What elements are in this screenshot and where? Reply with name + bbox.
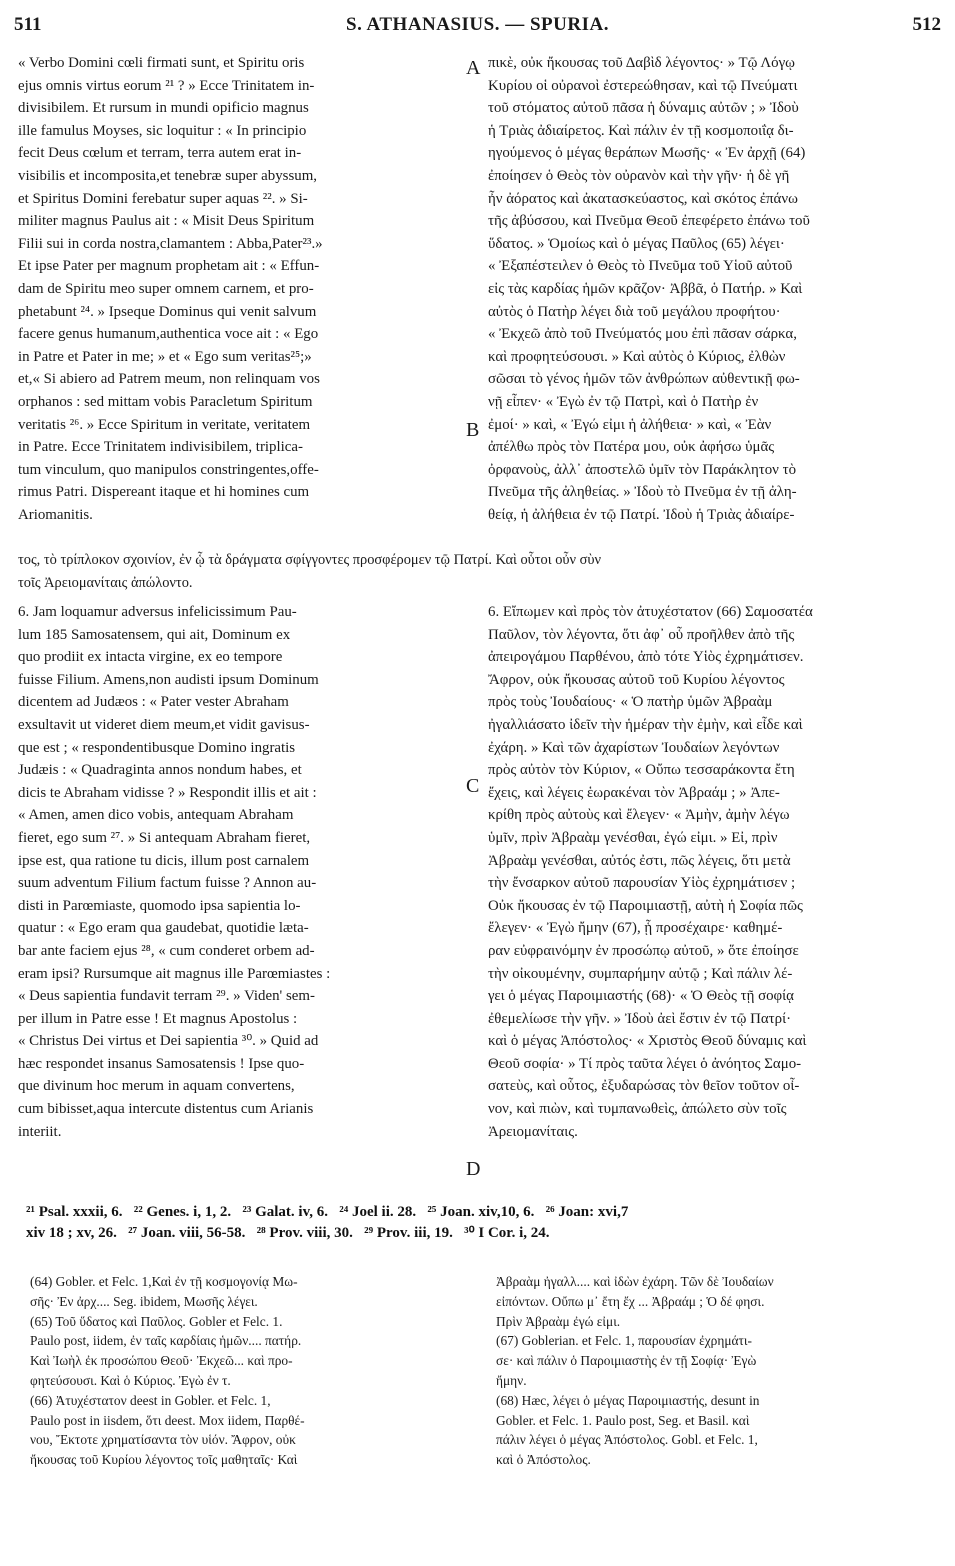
margin-marker-d: D (466, 1158, 481, 1180)
greek-full-width-continuation: τος, τὸ τρίπλοκον σχοινίον, ἐν ᾧ τὰ δράγματα σφίγγοντες προσφέρομεν τῷ Πατρί. Καὶ οὗτοι οὖν σὺν τοῖς Ἀρειομανίταις ἀπώλοντο. (18, 552, 602, 591)
greek-column-section-1: πικὲ, οὐκ ἤκουσας τοῦ Δαβὶδ λέγοντος· » Τῷ Λόγῳ Κυρίου οἱ οὐρανοὶ ἐστερεώθησαν, καὶ τῷ Πνεύματι τοῦ στόματος αὐτοῦ πᾶσα ἡ δύναμις αὐτῶν ; » Ἰδοὺ ἡ Τριὰς ἀδιαίρετος. Καὶ πάλιν ἐν τῇ κοσμοποιΐᾳ δι- ηγούμενος ὁ μέγας θεράπων Μωσῆς· « Ἐν ἀρχῇ (64) ἐποίησεν ὁ Θεὸς τὸν οὐρανὸν καὶ τὴν γῆν· ἡ δὲ γῆ ἦν ἀόρατος καὶ ἀκατασκεύαστος, καὶ σκότος ἐπάνω τῆς ἀβύσσου, καὶ Πνεῦμα Θεοῦ ἐπεφέρετο ἐπάνω τοῦ ὕδατος. » Ὁμοίως καὶ ὁ μέγας Παῦλος (65) λέγει· « Ἐξαπέστειλεν ὁ Θεὸς τὸ Πνεῦμα τοῦ Υἱοῦ αὐτοῦ εἰς τὰς καρδίας ἡμῶν κρᾶζον· Ἀββᾶ, ὁ Πατήρ. » Καὶ αὐτὸς ὁ Πατὴρ λέγει διὰ τοῦ μεγάλου προφήτου· « Ἐκχεῶ ἀπὸ τοῦ Πνεύματός μου ἐπὶ πᾶσαν σάρκα, καὶ προφητεύσουσι. » Καὶ αὐτὸς ὁ Κύριος, ἐλθὼν σῶσαι τὸ γένος ἡμῶν τῶν ἀνθρώπων αὐθεντικῇ φω- νῇ εἶπεν· « Ἐγὼ ἐν τῷ Πατρὶ, καὶ ὁ Πατὴρ ἐν ἐμοί· » καὶ, « Ἐγώ εἰμι ἡ ἀλήθεια· » καὶ, « Ἐὰν ἀπέλθω πρὸς τὸν Πατέρα μου, οὐκ ἀφήσω ὑμᾶς ὀρφανοὺς, ἀλλ᾽ ἀποστελῶ ὑμῖν τὸν Παράκλητον τὸ Πνεῦμα τῆς ἀληθείας. » Ἰδοὺ τὸ Πνεῦμα ἐν τῇ ἀλη- θείᾳ, ἡ ἀλήθεια ἐν τῷ Πατρί. Ἰδοὺ ἡ Τριὰς ἀδιαίρε- (488, 55, 810, 523)
latin-column-section-2: 6. Jam loquamur adversus infelicissimum Pau- lum 185 Samosatensem, qui ait, Dominum ex quo prodiit ex intacta virgine, ex eo tempore fuisse Filium. Amens,non audisti ipsum Dominum dicentem ad Judæos : « Pater vester Abraham exsultavit ut videret diem meum,et vidit gavisus- que est ; « respondentibusque Domino ingratis Judæis : « Quadraginta annos nondum habes, et dicis te Abraham vidisse ? » Respondit illis et ait : « Amen, amen dico vobis, antequam Abraham fieret, ego sum ²⁷. » Si antequam Abraham fieret, ipse est, qua ratione tu dicis, illum post carnalem suum adventum Filium factum fuisse ? Annon au- disti in Parœmiaste, quomodo ipsa sapientia lo- quatur : « Ego eram qua gaudebat, quotidie læta- bar ante faciem ejus ²⁸, « cum conderet orbem ad- eram ipsi? Rursumque ait magnus ille Parœmiastes : « Deus sapientia fundavit terram ²⁹. » Viden' sem- per illum in Patre esse ! Et magnus Apostolus : « Christus Dei virtus et Dei sapientia ³⁰. » Quid ad hæc respondet insanus Samosatensis ! Ipse quo- que divinum hoc merum in aquam convertens, cum bibisset,aqua intercute distentus cum Arianis interiit. (18, 604, 331, 1140)
greek-column-section-2: 6. Εἴπωμεν καὶ πρὸς τὸν ἀτυχέστατον (66) Σαμοσατέα Παῦλον, τὸν λέγοντα, ὅτι ἀφ᾽ οὗ προῆλθεν ἀπὸ τῆς ἀπειρογάμου Παρθένου, ἀπὸ τότε Υἱὸς ἐχρημάτισεν. Ἄφρον, οὐκ ἤκουσας αὐτοῦ τοῦ Κυρίου λέγοντος πρὸς τοὺς Ἰουδαίους· « Ὁ πατὴρ ὑμῶν Ἀβραὰμ ἠγαλλιάσατο ἰδεῖν τὴν ἡμέραν τὴν ἐμὴν, καὶ εἶδε καὶ ἐχάρη. » Καὶ τῶν ἀχαρίστων Ἰουδαίων λεγόντων πρὸς αὐτὸν τὸν Κύριον, « Οὔπω τεσσαράκοντα ἔτη ἔχεις, καὶ λέγεις ἑωρακέναι τὸν Ἀβραάμ ; » Ἀπε- κρίθη πρὸς αὐτοὺς καὶ ἔλεγεν· « Ἀμὴν, ἀμὴν λέγω ὑμῖν, πρὶν Ἀβραὰμ γενέσθαι, ἐγώ εἰμι. » Εἰ, πρὶν Ἀβραὰμ γενέσθαι, αὐτός ἐστι, πῶς λέγεις, ὅτι μετὰ τὴν ἔνσαρκον αὐτοῦ παρουσίαν Υἱὸς ἐχρημάτισεν ; Οὐκ ἤκουσας ἐν τῷ Παροιμιαστῇ, αὐτὴ ἡ Σοφία πῶς ἔλεγεν· « Ἐγὼ ἤμην (67), ᾗ προσέχαιρε· καθημέ- ραν εὐφραινόμην ἐν προσώπῳ αὐτοῦ, » ὅτε ἐποίησε τὴν οἰκουμένην, συμπαρήμην αὐτῷ ; Καὶ πάλιν λέ- γει ὁ μέγας Παροιμιαστής (68)· « Ὁ Θεὸς τῇ σοφίᾳ ἐθεμελίωσε τὴν γῆν. » Ἰδοὺ ἀεὶ ἔστιν ἐν τῷ Πατρί· καὶ ὁ μέγας Ἀπόστολος· « Χριστὸς Θεοῦ δύναμις καὶ Θεοῦ σοφία· » Τί πρὸς ταῦτα λέγει ὁ ἀνόητος Σαμο- σατεὺς, καὶ οὗτος, ἐξυδαρώσας τὸν θεῖον τοῦτον οἶ- νον, καὶ πιὼν, καὶ τυμπανωθεὶς, ἀπώλετο σὺν τοῖς Ἀρειομανίταις. (488, 604, 813, 1140)
margin-marker-b: B (466, 419, 480, 441)
margin-marker-c: C (466, 775, 480, 797)
footnotes-right: Ἀβραὰμ ἠγαλλ.... καὶ ἰδὼν ἐχάρη. Τῶν δὲ Ἰουδαίων εἰπόντων. Οὔπω μ᾽ ἔτη ἔχ ... Ἀβραάμ ; Ὁ δέ φησι. Πρὶν Ἀβραὰμ ἐγώ εἰμι. (67) Goblerian. et Felc. 1, παρουσίαν ἐχρημάτι- σε· καὶ πάλιν ὁ Παροιμιαστὴς ἐν τῇ Σοφίᾳ· Ἐγὼ ἤμην. (68) Hæc, λέγει ὁ μέγας Παροιμιαστής, desunt in Gobler. et Felc. 1. Paulo post, Seg. et Basil. καὶ πάλιν λέγει ὁ μέγας Ἀπόστολος. Gobl. et Felc. 1, καὶ ὁ Ἀπόστολος. (496, 1274, 774, 1468)
scripture-references: ²¹ Psal. xxxii, 6. ²² Genes. i, 1, 2. ²³ Galat. iv, 6. ²⁴ Joel ii. 28. ²⁵ Joan. xiv,10, 6. ²⁶ Joan: xvi,7 xiv 18 ; xv, 26. ²⁷ Joan. viii, 56-58. ²⁸ Prov. viii, 30. ²⁹ Prov. iii, 19. ³⁰ I Cor. i, 24. (26, 1204, 629, 1241)
page-header (14, 14, 941, 40)
page-number-right: 512 (912, 14, 941, 35)
margin-marker-a: A (466, 57, 481, 79)
latin-column-section-1: « Verbo Domini cœli firmati sunt, et Spiritu oris ejus omnis virtus eorum ²¹ ? » Ecce Trinitatem in- divisibilem. Et rursum in mundi opificio magnus ille famulus Moyses, sic loquitur : « In principio fecit Deus cœlum et terram, terra autem erat in- visibilis et incomposita,et tenebræ super abyssum, et Spiritus Domini ferebatur super aquas ²². » Si- militer magnus Paulus ait : « Misit Deus Spiritum Filii sui in corda nostra,clamantem : Abba,Pater²³.» Et ipse Pater per magnum prophetam ait : « Effun- dam de Spiritu meo super omnem carnem, et pro- phetabunt ²⁴. » Ipseque Dominus qui venit salvum facere genus humanum,authentica voce ait : « Ego in Patre et Pater in me; » et « Ego sum veritas²⁵;» et,« Si abiero ad Patrem meum, non relinquam vos orphanos : sed mittam vobis Paracletum Spiritum veritatis ²⁶. » Ecce Spiritum in veritate, veritatem in Patre. Ecce Trinitatem indivisibilem, triplica- tum vinculum, quo manipulos constringentes,offe- rimus Patri. Dispereant itaque et hi homines cum Ariomanitis. (18, 55, 323, 523)
page-number-left: 511 (14, 14, 42, 35)
footnotes-left: (64) Gobler. et Felc. 1,Καὶ ἐν τῇ κοσμογονίᾳ Μω- σῆς· Ἐν ἀρχ.... Seg. ibidem, Μωσῆς λέγει. (65) Τοῦ ὕδατος καὶ Παῦλος. Gobler et Felc. 1. Paulo post, iidem, ἐν ταῖς καρδίαις ἡμῶν.... πατήρ. Καὶ Ἰωὴλ ἐκ προσώπου Θεοῦ· Ἐκχεῶ... καὶ προ- φητεύσουσι. Καὶ ὁ Κύριος. Ἐγὼ ἐν τ. (66) Ἀτυχέστατον deest in Gobler. et Felc. 1, Paulo post in iisdem, ὅτι deest. Mox iidem, Παρθέ- νου, Ἔκτοτε χρηματίσαντα τὸν υἱόν. Ἄφρον, οὐκ ἤκουσας τοῦ Κυρίου λέγοντος τοῖς μαθηταῖς· Καὶ (30, 1274, 305, 1468)
running-title: S. ATHANASIUS. — SPURIA. (346, 14, 609, 35)
